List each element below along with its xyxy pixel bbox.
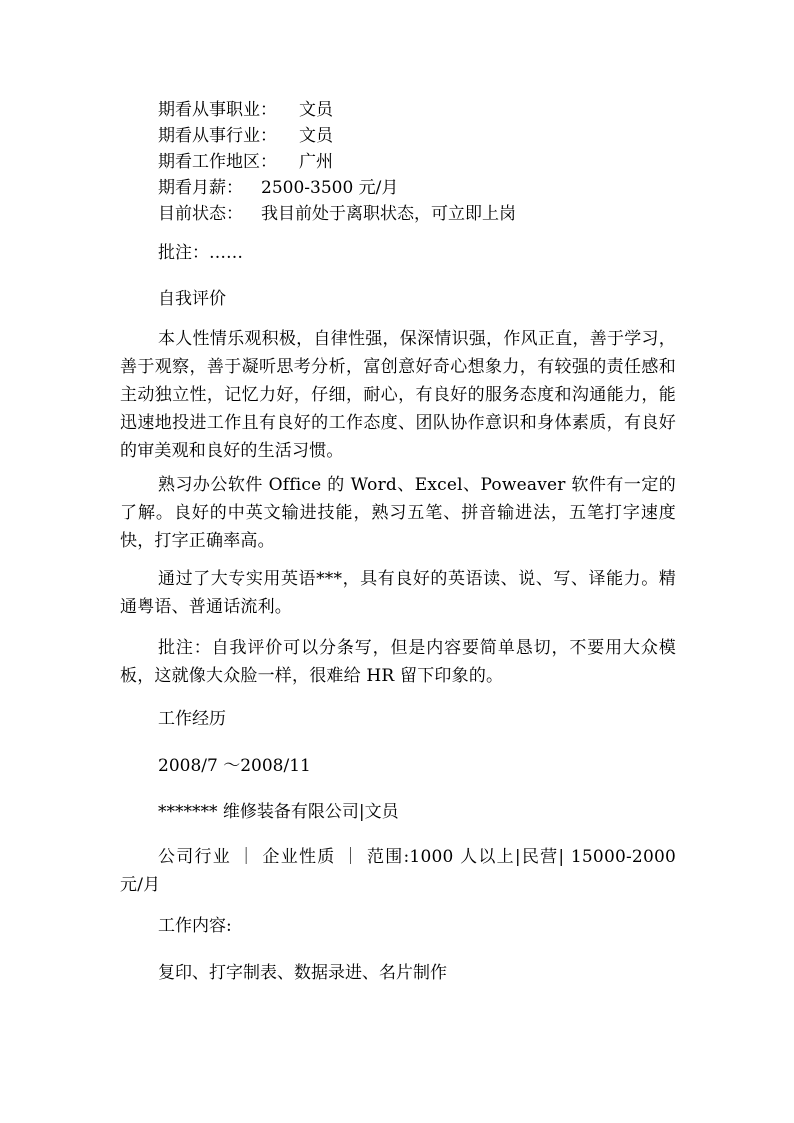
expected-salary-value: 2500-3500 元/月 [261, 178, 399, 198]
work-company-info: 公司行业 ｜ 企业性质 ｜ 范围:1000 人以上|民营| 15000-2000 元/月 [120, 847, 676, 895]
self-evaluation-paragraph-3: 通过了大专实用英语***，具有良好的英语读、说、写、译能力。精通粤语、普通话流利。 [120, 569, 676, 617]
self-evaluation-paragraph-1: 本人性情乐观积极，自律性强，保深情识强，作风正直，善于学习，善于观察，善于凝听思考分析，富创意好奇心想象力，有较强的责任感和主动独立性，记忆力好，仔细，耐心，有良好的服务态度和沟通能力，能迅速地投进工作且有良好的工作态度、团队协作意识和身体素质，有良好的审美观和良好的生活习惯。 [120, 329, 676, 461]
note-placeholder: 批注：…… [158, 243, 243, 263]
expected-location-label: 期看工作地区： [158, 152, 277, 172]
self-evaluation-paragraph-2: 熟习办公软件 Office 的 Word、Excel、Poweaver 软件有一定的了解。良好的中英文输进技能，熟习五笔、拼音输进法，五笔打字速度快，打字正确率高。 [120, 475, 676, 551]
expected-industry-label: 期看从事行业： [158, 126, 277, 146]
job-expectations [120, 97, 676, 227]
expected-salary-line [120, 175, 676, 201]
work-content-heading: 工作内容: [158, 916, 232, 936]
expected-salary-label: 期看月薪： [158, 178, 243, 198]
current-status-label: 目前状态： [158, 204, 243, 224]
expected-occupation-line [120, 97, 676, 123]
self-evaluation-heading: 自我评价 [158, 289, 226, 309]
expected-occupation-label: 期看从事职业： [158, 100, 277, 120]
current-status-value: 我目前处于离职状态，可立即上岗 [261, 204, 516, 224]
expected-industry-line [120, 123, 676, 149]
work-content: 复印、打字制表、数据录进、名片制作 [158, 963, 447, 983]
expected-location-line [120, 149, 676, 175]
work-experience-heading: 工作经历 [158, 709, 226, 729]
self-evaluation-note: 批注：自我评价可以分条写，但是内容要简单恳切，不要用大众模板，这就像大众脸一样，很难给 HR 留下印象的。 [120, 638, 676, 686]
expected-industry-value: 文员 [299, 126, 333, 146]
current-status-line [120, 201, 676, 227]
expected-occupation-value: 文员 [299, 100, 333, 120]
work-company: ******* 维修装备有限公司|文员 [158, 802, 399, 822]
work-period: 2008/7 ～2008/11 [158, 756, 311, 776]
expected-location-value: 广州 [299, 152, 333, 172]
